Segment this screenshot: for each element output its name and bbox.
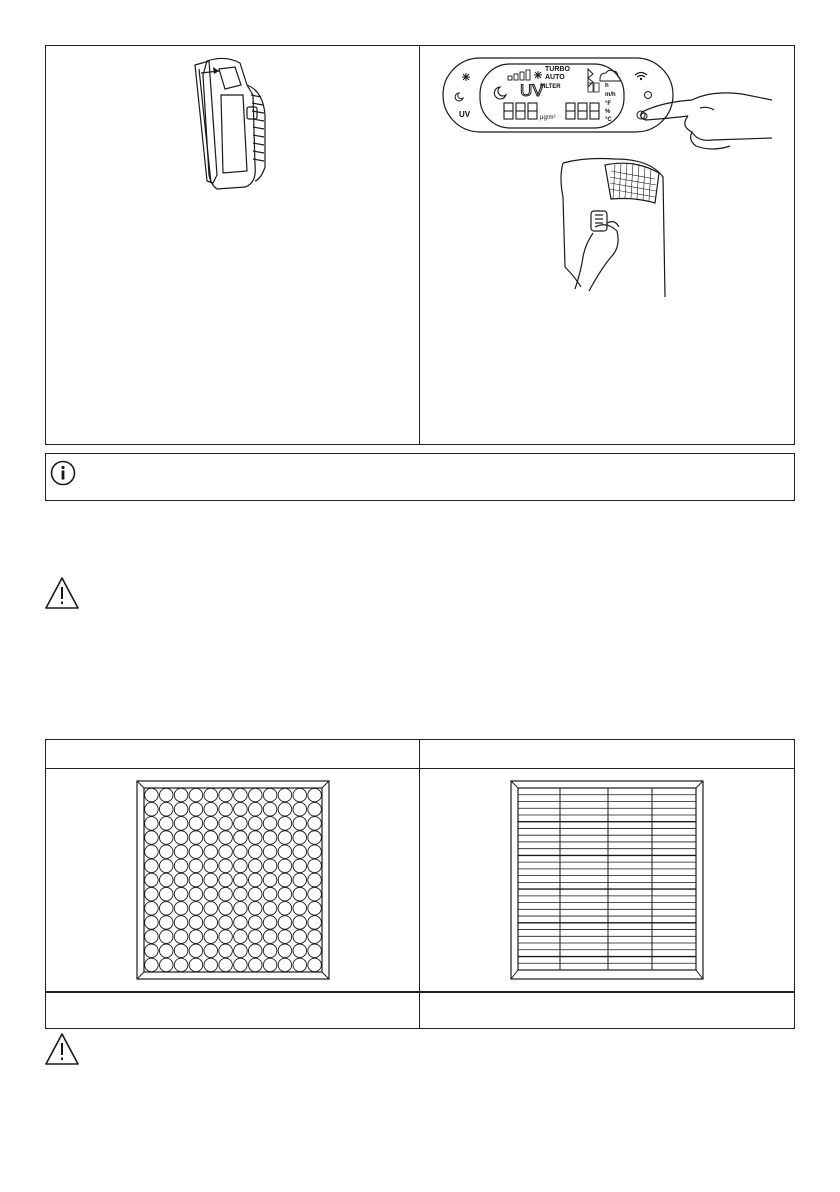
honeycomb-cell <box>204 859 218 873</box>
honeycomb-cell <box>293 916 307 930</box>
honeycomb-cell <box>189 902 203 916</box>
honeycomb-cell <box>145 788 159 802</box>
honeycomb-cell <box>248 859 262 873</box>
honeycomb-cell <box>263 802 277 816</box>
display-turbo-label: TURBO <box>545 66 570 73</box>
honeycomb-cell <box>248 817 262 831</box>
pleated-filter-illustration <box>510 780 704 980</box>
honeycomb-cell <box>263 944 277 958</box>
honeycomb-cell <box>204 887 218 901</box>
honeycomb-cell <box>159 845 173 859</box>
honeycomb-cell <box>189 944 203 958</box>
honeycomb-cell <box>263 845 277 859</box>
display-unit-f: °F <box>605 101 612 107</box>
honeycomb-cell <box>248 916 262 930</box>
uv-button-label: UV <box>459 110 471 119</box>
honeycomb-cell <box>204 831 218 845</box>
warning-icon <box>44 576 80 610</box>
honeycomb-cell <box>145 902 159 916</box>
filter-table-header-line <box>45 768 795 769</box>
honeycomb-cell <box>248 902 262 916</box>
honeycomb-cell <box>308 958 322 972</box>
honeycomb-cell <box>204 958 218 972</box>
honeycomb-cell <box>159 916 173 930</box>
honeycomb-cell <box>234 802 248 816</box>
honeycomb-cell <box>219 887 233 901</box>
honeycomb-cell <box>278 845 292 859</box>
honeycomb-cell <box>308 859 322 873</box>
honeycomb-cell <box>204 788 218 802</box>
honeycomb-cell <box>308 887 322 901</box>
honeycomb-cell <box>189 845 203 859</box>
honeycomb-cell <box>159 817 173 831</box>
honeycomb-cell <box>204 916 218 930</box>
honeycomb-cell <box>189 958 203 972</box>
display-auto-label: AUTO <box>545 74 565 81</box>
honeycomb-cell <box>278 817 292 831</box>
honeycomb-cell <box>308 788 322 802</box>
honeycomb-cell <box>219 873 233 887</box>
honeycomb-cell <box>293 887 307 901</box>
display-unit-pm: μg/m³ <box>540 115 556 121</box>
honeycomb-cell <box>248 944 262 958</box>
honeycomb-cell <box>174 873 188 887</box>
honeycomb-cell <box>234 845 248 859</box>
honeycomb-cell <box>174 930 188 944</box>
honeycomb-cell <box>308 944 322 958</box>
honeycomb-cell <box>204 930 218 944</box>
info-icon <box>50 460 76 486</box>
honeycomb-cell <box>308 802 322 816</box>
honeycomb-cell <box>263 817 277 831</box>
honeycomb-cell <box>189 873 203 887</box>
honeycomb-cell <box>174 944 188 958</box>
top-panel-divider <box>419 45 420 445</box>
honeycomb-cell <box>174 859 188 873</box>
honeycomb-cell <box>219 802 233 816</box>
honeycomb-cell <box>189 916 203 930</box>
honeycomb-cell <box>234 944 248 958</box>
honeycomb-cell <box>204 802 218 816</box>
honeycomb-cell <box>204 944 218 958</box>
honeycomb-cell <box>293 845 307 859</box>
honeycomb-cell <box>263 958 277 972</box>
honeycomb-cell <box>145 873 159 887</box>
honeycomb-cell <box>234 873 248 887</box>
honeycomb-cell <box>293 902 307 916</box>
honeycomb-cell <box>145 916 159 930</box>
honeycomb-cell <box>189 802 203 816</box>
honeycomb-cell <box>263 788 277 802</box>
honeycomb-cell <box>234 930 248 944</box>
honeycomb-cell <box>159 859 173 873</box>
honeycomb-cell <box>248 845 262 859</box>
display-unit-h: h <box>605 83 609 89</box>
honeycomb-cell <box>159 788 173 802</box>
honeycomb-cell <box>278 944 292 958</box>
honeycomb-cell <box>263 873 277 887</box>
honeycomb-cell <box>263 859 277 873</box>
honeycomb-cell <box>159 958 173 972</box>
honeycomb-cell <box>234 817 248 831</box>
honeycomb-cell <box>204 845 218 859</box>
honeycomb-cell <box>248 930 262 944</box>
honeycomb-cell <box>174 788 188 802</box>
honeycomb-cell <box>248 788 262 802</box>
honeycomb-cell <box>278 887 292 901</box>
honeycomb-cell <box>308 916 322 930</box>
honeycomb-cell <box>219 831 233 845</box>
honeycomb-cell <box>174 916 188 930</box>
honeycomb-cell <box>234 859 248 873</box>
honeycomb-cell <box>219 916 233 930</box>
honeycomb-cell <box>159 944 173 958</box>
honeycomb-cell <box>145 944 159 958</box>
honeycomb-cell <box>219 944 233 958</box>
honeycomb-filter-illustration <box>136 780 330 980</box>
honeycomb-cell <box>145 845 159 859</box>
honeycomb-cell <box>145 930 159 944</box>
display-unit-c: °C <box>605 117 612 123</box>
purifier-side-illustration <box>185 55 275 195</box>
filter-table-footer-line <box>45 991 795 993</box>
display-unit-mh: m/h <box>605 92 616 98</box>
honeycomb-cell <box>159 930 173 944</box>
display-filter-label: FILTER <box>540 84 561 90</box>
honeycomb-cell <box>293 802 307 816</box>
honeycomb-cell <box>159 887 173 901</box>
honeycomb-cell <box>234 788 248 802</box>
honeycomb-cell <box>159 802 173 816</box>
honeycomb-cell <box>234 902 248 916</box>
honeycomb-cell <box>234 831 248 845</box>
honeycomb-cell <box>278 930 292 944</box>
honeycomb-cell <box>145 817 159 831</box>
honeycomb-cell <box>293 831 307 845</box>
honeycomb-cell <box>145 831 159 845</box>
honeycomb-cell <box>189 859 203 873</box>
honeycomb-cell <box>219 930 233 944</box>
honeycomb-cell <box>293 930 307 944</box>
honeycomb-cell <box>174 887 188 901</box>
honeycomb-cell <box>293 817 307 831</box>
honeycomb-cell <box>278 958 292 972</box>
honeycomb-cell <box>219 902 233 916</box>
honeycomb-cell <box>159 873 173 887</box>
honeycomb-cell <box>145 802 159 816</box>
info-box <box>45 453 795 501</box>
honeycomb-cell <box>219 859 233 873</box>
honeycomb-cell <box>263 831 277 845</box>
purifier-top-illustration <box>555 157 670 299</box>
warning-icon-bottom <box>44 1032 80 1066</box>
honeycomb-cell <box>308 817 322 831</box>
honeycomb-cell <box>159 831 173 845</box>
honeycomb-cell <box>145 887 159 901</box>
honeycomb-cell <box>219 845 233 859</box>
filter-table-divider-v <box>419 739 420 1029</box>
honeycomb-cell <box>263 930 277 944</box>
honeycomb-cell <box>174 802 188 816</box>
honeycomb-cell <box>248 873 262 887</box>
honeycomb-cell <box>174 831 188 845</box>
honeycomb-cell <box>278 902 292 916</box>
honeycomb-cell <box>278 788 292 802</box>
honeycomb-cell <box>219 958 233 972</box>
honeycomb-cell <box>278 831 292 845</box>
honeycomb-cell <box>159 902 173 916</box>
honeycomb-cell <box>234 958 248 972</box>
honeycomb-cell <box>278 802 292 816</box>
honeycomb-cell <box>174 845 188 859</box>
honeycomb-cell <box>174 902 188 916</box>
display-unit-pct: % <box>605 109 611 115</box>
honeycomb-cell <box>248 802 262 816</box>
honeycomb-cell <box>248 887 262 901</box>
honeycomb-cell <box>293 873 307 887</box>
honeycomb-cell <box>308 845 322 859</box>
honeycomb-cell <box>189 788 203 802</box>
honeycomb-cell <box>234 887 248 901</box>
honeycomb-cell <box>263 887 277 901</box>
honeycomb-cell <box>204 817 218 831</box>
honeycomb-cell <box>204 902 218 916</box>
hand-pressing-illustration <box>632 80 777 155</box>
honeycomb-cell <box>263 916 277 930</box>
honeycomb-cell <box>308 831 322 845</box>
honeycomb-cell <box>174 817 188 831</box>
honeycomb-cell <box>189 930 203 944</box>
honeycomb-cell <box>189 831 203 845</box>
honeycomb-cell <box>293 859 307 873</box>
honeycomb-cell <box>174 958 188 972</box>
honeycomb-cell <box>204 873 218 887</box>
honeycomb-cell <box>145 958 159 972</box>
honeycomb-cell <box>145 859 159 873</box>
honeycomb-cell <box>308 902 322 916</box>
honeycomb-cell <box>248 831 262 845</box>
honeycomb-cell <box>308 930 322 944</box>
honeycomb-cell <box>278 859 292 873</box>
honeycomb-cell <box>234 916 248 930</box>
honeycomb-cell <box>263 902 277 916</box>
honeycomb-cell <box>189 887 203 901</box>
honeycomb-cell <box>308 873 322 887</box>
honeycomb-cell <box>189 817 203 831</box>
honeycomb-cell <box>248 958 262 972</box>
honeycomb-cell <box>293 958 307 972</box>
honeycomb-cell <box>278 916 292 930</box>
honeycomb-cell <box>278 873 292 887</box>
honeycomb-cell <box>293 788 307 802</box>
honeycomb-cell <box>293 944 307 958</box>
honeycomb-cell <box>219 817 233 831</box>
honeycomb-cell <box>219 788 233 802</box>
display-uv-label: UV <box>520 81 544 100</box>
